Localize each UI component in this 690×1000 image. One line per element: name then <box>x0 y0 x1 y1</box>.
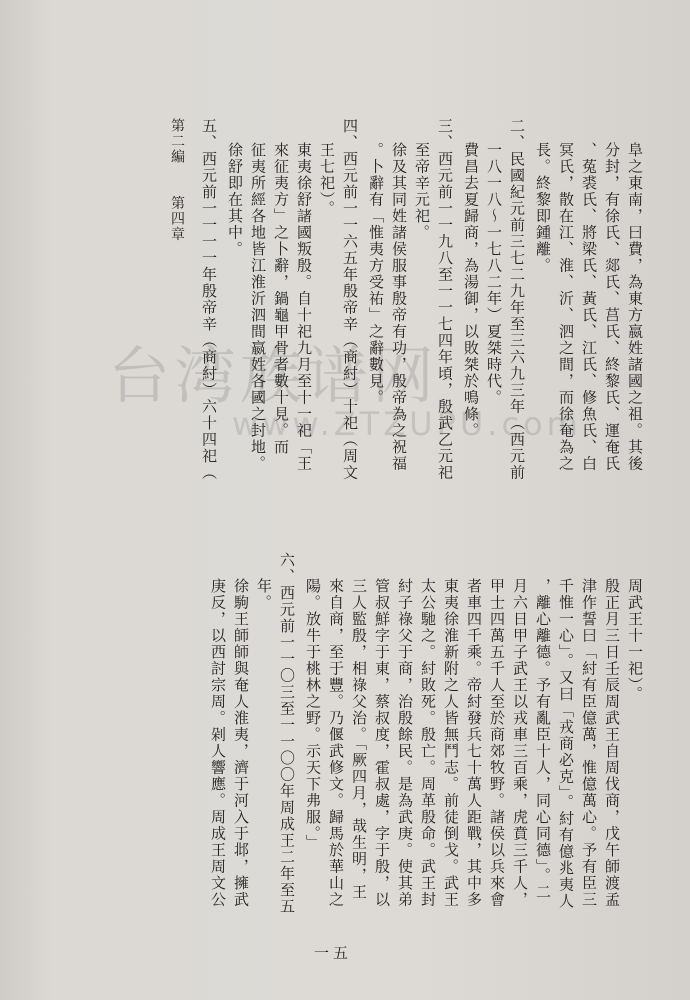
text-column: 王七祀）。 <box>318 142 336 217</box>
text-column: 一八一八～一七八二年）夏桀時代。 <box>485 142 503 406</box>
text-column: 紂子祿父于商，治殷餘民。是為武庚。使其弟 <box>396 578 414 908</box>
text-column: 徐舒即在其中。 <box>226 142 244 258</box>
text-column: 費昌去夏歸商，為湯御，以敗桀於鳴條。 <box>462 142 480 439</box>
section-heading: 五、西元前一一一一年殷帝辛（商紂）六十四祀（ <box>200 118 218 481</box>
text-column: 千惟一心」。又曰「戎商必克」。紂有億兆夷人 <box>557 578 575 910</box>
text-column: 殷正月三日壬辰周武王自周伐商，戊午師渡孟 <box>603 578 621 908</box>
text-column: 太公馳之。紂敗死。殷亡。周革殷命。武王封 <box>419 578 437 908</box>
text-column: 冥氏，散在江、淮、沂、泗之間，而徐奄為之 <box>557 142 575 472</box>
watermark-title: 台湾族谱网 <box>108 339 439 412</box>
section-heading: 三、西元前一一九八至一一七四年頃，殷武乙元祀 <box>436 118 454 481</box>
text-column: 征夷所經各地皆江淮沂泗間嬴姓各國之封地。 <box>249 142 267 472</box>
text-column: 月六日甲子武王以戎車三百乘，虎賁三千人， <box>511 578 529 908</box>
page-number: 一五 <box>314 944 353 962</box>
text-column: 津作誓曰「紂有臣億萬，惟億萬心。予有臣三 <box>580 578 598 908</box>
text-column: 年。 <box>255 578 273 611</box>
watermark-url: www.ZTZUPU.com <box>232 405 582 443</box>
text-column: 陽。放牛于桃林之野。示天下弗服。」 <box>304 578 322 851</box>
text-column: 周武王十一祀）。 <box>626 578 644 703</box>
text-column: 來征夷方」之卜辭，鍋龜甲骨者數十見。而 <box>272 142 290 456</box>
text-column: 庚反，以西討宗周。剁人響應。周成王周文公 <box>209 578 227 908</box>
section-heading: 六、西元前一一〇三至一一〇〇年周成王二年至五 <box>278 552 296 915</box>
text-column: 至帝辛元祀。 <box>413 142 431 241</box>
text-column: 徐及其同姓諸侯服事殷帝有功，殷帝為之祝福 <box>390 142 408 472</box>
text-column: ，離心離德。予有亂臣十人，同心同德」。二 <box>534 578 552 901</box>
text-column: 甲士四萬五千人至於商郊牧野。諸侯以兵來會 <box>488 578 506 908</box>
text-column: 徐駒王師師與奄人淮夷，濟于河入于邶，擁武 <box>232 578 250 908</box>
text-column: 來自商，至于豐。乃偃武修文。歸馬於華山之 <box>327 578 345 908</box>
text-column: 三人監殷，相祿父治。「厥四月，哉生明，王 <box>350 578 368 901</box>
running-footer: 第二編 第四章 <box>169 118 185 242</box>
text-column: 分封，有徐氏、郯氏、莒氏、終黎氏、運奄氏 <box>603 142 621 472</box>
text-column: 長。終黎即鍾離。 <box>534 142 552 274</box>
section-heading: 二、民國紀元前三七二九年至三六九三年（西元前 <box>508 118 526 481</box>
text-column: 東夷徐舒諸國叛殷。自十祀九月至十一祀「王 <box>295 142 313 472</box>
text-column: 、菟裘氏、將梁氏、黃氏、江氏、修魚氏、白 <box>580 142 598 472</box>
text-column: 東夷徐淮新附之人皆無鬥志。前徒倒戈。武王 <box>442 578 460 908</box>
text-column: 者車四千乘。帝紂發兵七十萬人距戰，其中多 <box>465 578 483 908</box>
section-heading: 四、西元前一一六五年殷帝辛（商紂）十祀（周文 <box>341 118 359 481</box>
text-column: 阜之東南，曰費，為東方嬴姓諸國之祖。其後 <box>626 142 644 472</box>
text-column: 。卜辭有「惟夷方受祐」之辭數見。 <box>367 142 385 406</box>
text-column: 管叔鮮字于東，蔡叔度，霍叔處，字于殷，以 <box>373 578 391 908</box>
